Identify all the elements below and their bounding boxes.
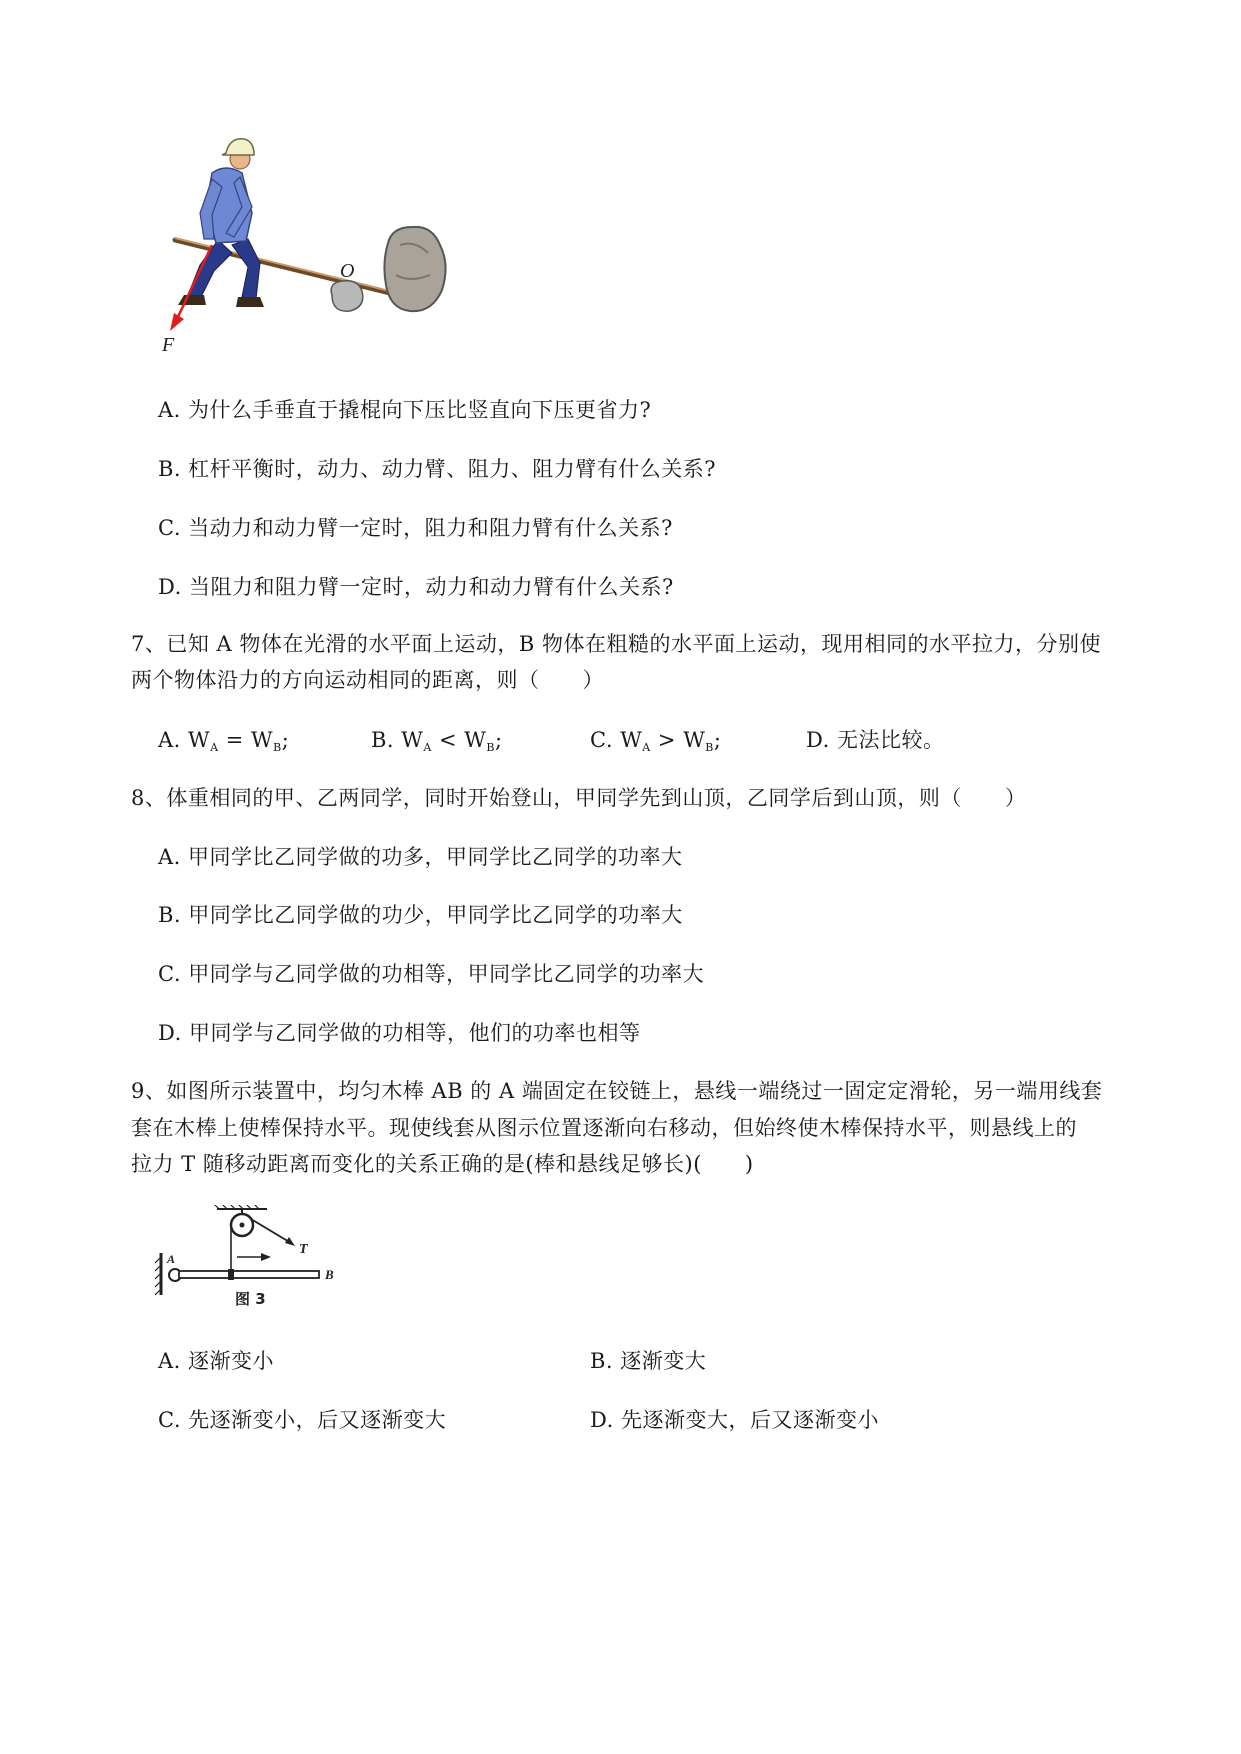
tension-label-t: T bbox=[299, 1242, 308, 1257]
work-symbol: W bbox=[683, 728, 706, 752]
work-symbol: W bbox=[620, 728, 643, 752]
pulley-rod-figure bbox=[155, 1205, 345, 1315]
work-symbol: W bbox=[401, 728, 424, 752]
work-symbol: W bbox=[251, 728, 274, 752]
q9-option-a bbox=[158, 1347, 274, 1375]
option-text: 逐渐变小 bbox=[188, 1349, 275, 1373]
q7-option-c bbox=[590, 726, 721, 762]
option-letter: C. bbox=[158, 962, 181, 986]
q9-stem-line-1: 9、如图所示装置中，均匀木棒 AB 的 A 端固定在铰链上，悬线一端绕过一固定定滑轮，另一端用线套 bbox=[131, 1079, 1103, 1103]
option-text: 逐渐变大 bbox=[620, 1349, 707, 1373]
relation-operator: < bbox=[431, 728, 465, 752]
q7-stem-line-1: 7、已知 A 物体在光滑的水平面上运动，B 物体在粗糙的水平面上运动，现用相同的水平拉力，分别使 bbox=[131, 632, 1101, 656]
work-symbol: W bbox=[464, 728, 487, 752]
q8-option-c bbox=[158, 960, 704, 988]
option-letter: C. bbox=[158, 1408, 181, 1432]
q7-option-b bbox=[371, 726, 503, 762]
subscript-b: B bbox=[486, 741, 495, 754]
option-text: 先逐渐变小，后又逐渐变大 bbox=[188, 1408, 447, 1432]
option-text: 甲同学比乙同学做的功多，甲同学比乙同学的功率大 bbox=[188, 845, 683, 869]
option-text: 甲同学与乙同学做的功相等，他们的功率也相等 bbox=[188, 1021, 641, 1045]
q7-stem-line-2: 两个物体沿力的方向运动相同的距离，则（ ） bbox=[131, 668, 604, 692]
pivot-label-o: O bbox=[340, 260, 355, 282]
q6-option-c bbox=[158, 514, 673, 542]
force-label-f: F bbox=[162, 334, 175, 356]
option-letter: A. bbox=[158, 398, 181, 422]
option-text: 甲同学与乙同学做的功相等，甲同学比乙同学的功率大 bbox=[188, 962, 705, 986]
subscript-a: A bbox=[210, 741, 219, 754]
option-text: 先逐渐变大，后又逐渐变小 bbox=[620, 1408, 879, 1432]
q6-option-a bbox=[158, 396, 651, 424]
option-letter: B. bbox=[158, 903, 182, 927]
option-letter: B. bbox=[158, 457, 182, 481]
q7-option-a bbox=[158, 726, 289, 762]
q6-option-b bbox=[158, 455, 716, 483]
q8-option-a bbox=[158, 843, 683, 871]
option-letter: D. bbox=[158, 1021, 182, 1045]
semicolon: ; bbox=[281, 728, 290, 752]
option-text: 当动力和动力臂一定时，阻力和阻力臂有什么关系? bbox=[188, 516, 673, 540]
q9-option-b bbox=[590, 1347, 706, 1375]
option-letter: C. bbox=[590, 728, 613, 752]
option-text: 当阻力和阻力臂一定时，动力和动力臂有什么关系? bbox=[188, 575, 674, 599]
option-text: 无法比较。 bbox=[836, 728, 945, 752]
option-letter: B. bbox=[590, 1349, 614, 1373]
option-letter: C. bbox=[158, 516, 181, 540]
lever-worker-figure bbox=[160, 135, 500, 395]
relation-operator: = bbox=[218, 728, 252, 752]
option-letter: A. bbox=[158, 1349, 181, 1373]
subscript-a: A bbox=[642, 741, 651, 754]
q8-stem: 8、体重相同的甲、乙两同学，同时开始登山，甲同学先到山顶，乙同学后到山顶，则（ ） bbox=[131, 786, 1027, 810]
relation-operator: > bbox=[650, 728, 684, 752]
point-label-b: B bbox=[325, 1267, 334, 1282]
option-text: 甲同学比乙同学做的功少，甲同学比乙同学的功率大 bbox=[188, 903, 683, 927]
option-letter: D. bbox=[590, 1408, 614, 1432]
subscript-b: B bbox=[273, 741, 282, 754]
option-letter: A. bbox=[158, 845, 181, 869]
option-text: 为什么手垂直于撬棍向下压比竖直向下压更省力? bbox=[188, 398, 652, 422]
option-letter: D. bbox=[158, 575, 182, 599]
figure-caption: 图 3 bbox=[235, 1290, 266, 1308]
subscript-a: A bbox=[423, 741, 432, 754]
semicolon: ; bbox=[713, 728, 722, 752]
q7-option-d bbox=[806, 726, 944, 754]
q9-stem-line-2: 套在木棒上使棒保持水平。现使线套从图示位置逐渐向右移动，但始终使木棒保持水平，则悬线上的 bbox=[131, 1116, 1077, 1140]
option-letter: A. bbox=[158, 728, 181, 752]
q8-option-b bbox=[158, 901, 683, 929]
work-symbol: W bbox=[188, 728, 211, 752]
q9-option-d bbox=[590, 1406, 879, 1434]
option-letter: D. bbox=[806, 728, 830, 752]
q9-stem-line-3: 拉力 T 随移动距离而变化的关系正确的是(棒和悬线足够长)( ) bbox=[131, 1152, 754, 1176]
option-letter: B. bbox=[371, 728, 395, 752]
option-text: 杠杆平衡时，动力、动力臂、阻力、阻力臂有什么关系? bbox=[188, 457, 717, 481]
semicolon: ; bbox=[494, 728, 503, 752]
q9-option-c bbox=[158, 1406, 446, 1434]
q6-option-d bbox=[158, 573, 674, 601]
point-label-a: A bbox=[167, 1252, 176, 1266]
q8-option-d bbox=[158, 1019, 640, 1047]
subscript-b: B bbox=[705, 741, 714, 754]
